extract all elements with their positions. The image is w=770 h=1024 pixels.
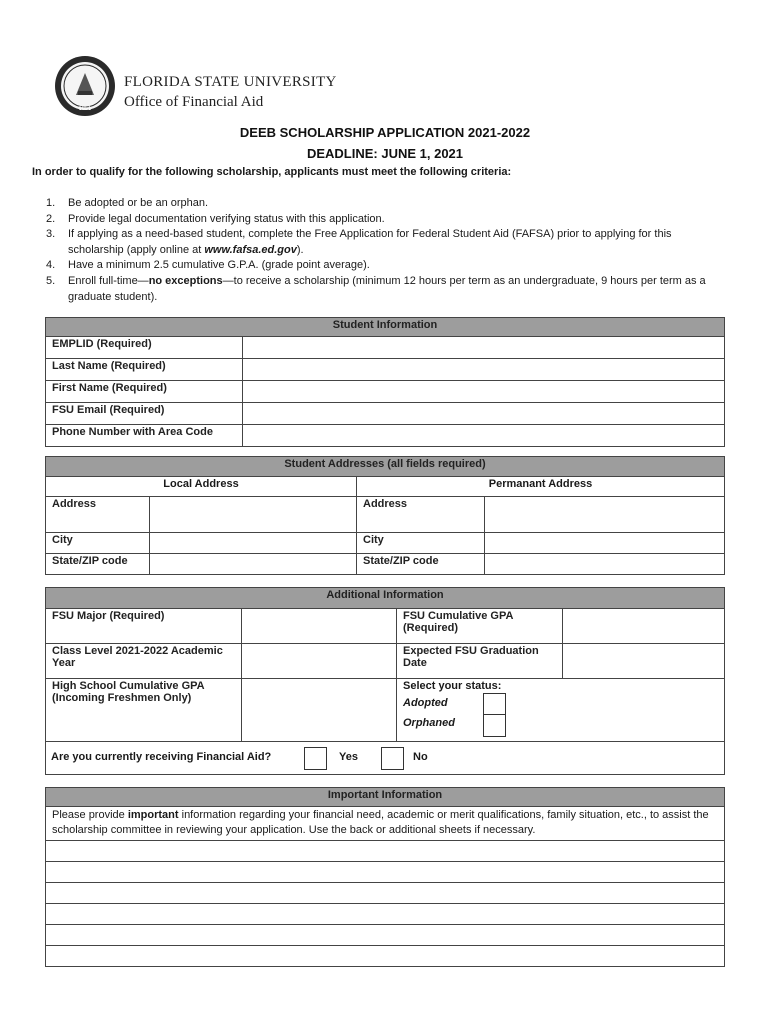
field-label: FSU Major (Required): [46, 609, 242, 644]
gpa-input[interactable]: [563, 609, 725, 644]
permanent-city-input[interactable]: [485, 533, 725, 554]
important-text-line[interactable]: [46, 925, 725, 946]
important-text-line[interactable]: [46, 883, 725, 904]
fsu-email-input[interactable]: [243, 403, 725, 425]
hs-gpa-input[interactable]: [242, 679, 397, 742]
orphaned-checkbox[interactable]: [483, 714, 506, 737]
deadline: DEADLINE: JUNE 1, 2021: [306, 146, 464, 161]
field-label: Address: [357, 497, 485, 533]
no-label: No: [413, 751, 428, 763]
orphaned-label: Orphaned: [403, 717, 455, 729]
local-state-zip-input[interactable]: [150, 554, 357, 575]
fsu-seal-logo: [54, 55, 116, 117]
field-label: State/ZIP code: [357, 554, 485, 575]
field-label: High School Cumulative GPA (Incoming Freshmen Only): [46, 679, 242, 742]
section-header: Student Information: [46, 318, 725, 337]
yes-label: Yes: [339, 751, 358, 763]
important-text-line[interactable]: [46, 946, 725, 967]
last-name-input[interactable]: [243, 359, 725, 381]
adopted-label: Adopted: [403, 697, 448, 709]
criteria-item: 4. Have a minimum 2.5 cumulative G.P.A. (grade point average).: [46, 259, 370, 272]
field-label: State/ZIP code: [46, 554, 150, 575]
permanent-state-zip-input[interactable]: [485, 554, 725, 575]
page-title: DEEB SCHOLARSHIP APPLICATION 2021-2022: [239, 125, 531, 140]
fafsa-link[interactable]: www.fafsa.ed.gov: [204, 243, 297, 256]
major-input[interactable]: [242, 609, 397, 644]
status-cell: [397, 679, 725, 742]
criteria-item: 5. Enroll full-time—no exceptions—to receive a scholarship (minimum 12 hours per term as an undergraduate, 9 hours per term as a graduate student).: [46, 274, 706, 303]
financial-aid-question: Are you currently receiving Financial Aid?: [51, 751, 272, 763]
financial-aid-row: [46, 742, 725, 775]
local-city-input[interactable]: [150, 533, 357, 554]
permanent-address-heading: Permanant Address: [357, 477, 725, 497]
local-address-heading: Local Address: [46, 477, 357, 497]
first-name-input[interactable]: [243, 381, 725, 403]
additional-info-table: [45, 587, 725, 775]
field-label: City: [46, 533, 150, 554]
field-label: FSU Email (Required): [46, 403, 243, 425]
status-label: Select your status:: [403, 680, 502, 692]
important-text-line[interactable]: [46, 862, 725, 883]
important-text-line[interactable]: [46, 904, 725, 925]
field-label: Last Name (Required): [46, 359, 243, 381]
criteria-list: [32, 196, 722, 305]
field-label: Class Level 2021-2022 Academic Year: [46, 644, 242, 679]
emplid-input[interactable]: [243, 337, 725, 359]
field-label: City: [357, 533, 485, 554]
field-label: Phone Number with Area Code: [46, 425, 243, 447]
seal-year: 1851: [78, 106, 92, 112]
important-text-line[interactable]: [46, 841, 725, 862]
field-label: Expected FSU Graduation Date: [397, 644, 563, 679]
grad-date-input[interactable]: [563, 644, 725, 679]
important-info-table: [45, 787, 725, 967]
criteria-item: 1. Be adopted or be an orphan.: [46, 197, 209, 209]
intro-text: In order to qualify for the following scholarship, applicants must meet the following criteria:: [32, 166, 512, 178]
field-label: FSU Cumulative GPA (Required): [397, 609, 563, 644]
fin-aid-no-checkbox[interactable]: [381, 747, 404, 770]
adopted-checkbox[interactable]: [483, 693, 506, 716]
phone-input[interactable]: [243, 425, 725, 447]
student-info-table: [45, 317, 725, 447]
office-name: Office of Financial Aid: [124, 94, 264, 110]
section-header: Student Addresses (all fields required): [46, 457, 725, 477]
class-level-input[interactable]: [242, 644, 397, 679]
section-header: Important Information: [46, 788, 725, 807]
field-label: First Name (Required): [46, 381, 243, 403]
field-label: Address: [46, 497, 150, 533]
fin-aid-yes-checkbox[interactable]: [304, 747, 327, 770]
criteria-item: 2. Provide legal documentation verifying status with this application.: [46, 212, 385, 225]
local-address-input[interactable]: [150, 497, 357, 533]
criteria-item: 3. If applying as a need-based student, complete the Free Application for Federal Student Aid (FAFSA) prior to applying for this scholarship (apply online at www.fafsa.ed.gov).: [46, 228, 672, 256]
permanent-address-input[interactable]: [485, 497, 725, 533]
field-label: EMPLID (Required): [46, 337, 243, 359]
org-name: FLORIDA STATE UNIVERSITY: [124, 74, 337, 90]
section-header: Additional Information: [46, 588, 725, 609]
important-instructions: Please provide important information regarding your financial need, academic or merit qualifications, family situation, etc., to assist the scholarship committee in reviewing your application. Use the back or additional sheets if necessary.: [46, 807, 725, 841]
addresses-table: [45, 456, 725, 575]
